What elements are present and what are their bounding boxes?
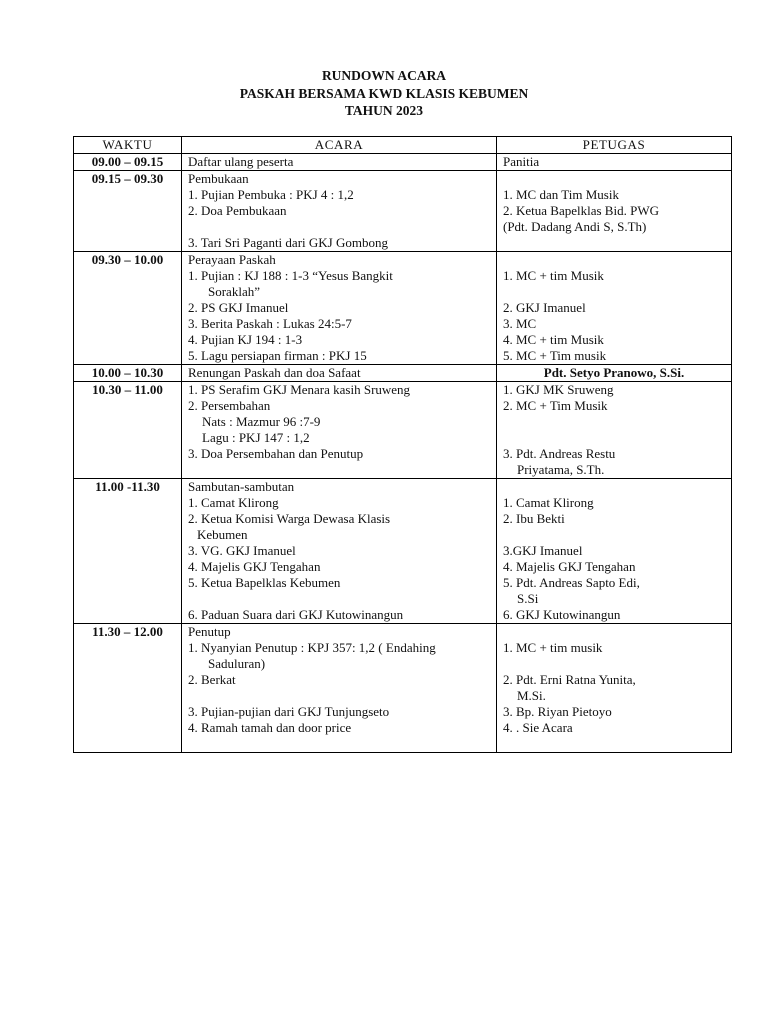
petugas-line: 4. Majelis GKJ Tengahan	[503, 559, 636, 574]
petugas-line: 4. MC + tim Musik	[503, 332, 604, 347]
petugas-line: 4. . Sie Acara	[503, 720, 573, 735]
petugas-cell	[497, 479, 732, 624]
rundown-table	[73, 136, 732, 753]
time-cell: 11.00 -11.30	[74, 479, 182, 624]
petugas-line: 2. MC + Tim Musik	[503, 398, 608, 413]
acara-cell	[182, 624, 497, 753]
acara-line: Penutup	[188, 624, 231, 639]
table-row	[74, 171, 732, 252]
acara-line: Perayaan Paskah	[188, 252, 276, 267]
acara-line: Saduluran)	[208, 656, 266, 671]
header-waktu: WAKTU	[74, 137, 182, 154]
header-acara: ACARA	[182, 137, 497, 154]
spacer	[503, 656, 725, 672]
acara-line: Pembukaan	[188, 171, 249, 186]
acara-line: 3. Berita Paskah : Lukas 24:5-7	[188, 316, 352, 331]
acara-line: Lagu : PKJ 147 : 1,2	[202, 430, 310, 445]
acara-line: 5. Ketua Bapelklas Kebumen	[188, 575, 341, 590]
petugas-line: 1. GKJ MK Sruweng	[503, 382, 614, 397]
time-cell: 10.00 – 10.30	[74, 365, 182, 382]
petugas-line: M.Si.	[517, 688, 546, 703]
petugas-line: 2. Ibu Bekti	[503, 511, 565, 526]
spacer	[503, 284, 725, 300]
spacer	[503, 171, 725, 187]
petugas-line: Panitia	[503, 154, 540, 169]
petugas-line: 1. MC + tim musik	[503, 640, 603, 655]
title-line-1: RUNDOWN ACARA	[321, 68, 447, 83]
acara-line: Sambutan-sambutan	[188, 479, 295, 494]
spacer	[503, 252, 725, 268]
petugas-line: 1. Camat Klirong	[503, 495, 594, 510]
acara-line: 3. Pujian-pujian dari GKJ Tunjungseto	[188, 704, 390, 719]
petugas-line: 3.GKJ Imanuel	[503, 543, 583, 558]
table-row	[74, 479, 732, 624]
time-cell: 09.00 – 09.15	[74, 154, 182, 171]
petugas-cell	[497, 171, 732, 252]
petugas-line: 1. MC + tim Musik	[503, 268, 604, 283]
petugas-line: Priyatama, S.Th.	[517, 462, 605, 477]
petugas-line: (Pdt. Dadang Andi S, S.Th)	[503, 219, 647, 234]
acara-line: 6. Paduan Suara dari GKJ Kutowinangun	[188, 607, 404, 622]
petugas-line: 3. MC	[503, 316, 537, 331]
spacer	[503, 527, 725, 543]
spacer	[188, 688, 490, 704]
acara-line: 1. Pujian Pembuka : PKJ 4 : 1,2	[188, 187, 354, 202]
spacer	[188, 591, 490, 607]
petugas-line: 2. Pdt. Erni Ratna Yunita,	[503, 672, 636, 687]
acara-line: Soraklah”	[208, 284, 260, 299]
petugas-line: Pdt. Setyo Pranowo, S.Si.	[543, 365, 685, 380]
acara-cell	[182, 154, 497, 171]
title-line-2: PASKAH BERSAMA KWD KLASIS KEBUMEN	[239, 85, 529, 101]
acara-line: 1. Nyanyian Penutup : KPJ 357: 1,2 ( Endahing	[188, 640, 436, 655]
petugas-cell	[497, 252, 732, 365]
acara-line: 2. Persembahan	[188, 398, 271, 413]
acara-line: 1. PS Serafim GKJ Menara kasih Sruweng	[188, 382, 411, 397]
acara-line: 1. Pujian : KJ 188 : 1-3 “Yesus Bangkit	[188, 268, 393, 283]
table-header-row	[74, 137, 732, 154]
time-cell: 09.30 – 10.00	[74, 252, 182, 365]
petugas-line: S.Si	[517, 591, 539, 606]
acara-cell	[182, 479, 497, 624]
table-row	[74, 252, 732, 365]
acara-line: 2. PS GKJ Imanuel	[188, 300, 289, 315]
petugas-cell	[497, 365, 732, 382]
petugas-cell	[497, 382, 732, 479]
table-row	[74, 624, 732, 753]
petugas-line: 2. GKJ Imanuel	[503, 300, 586, 315]
table-row	[74, 365, 732, 382]
acara-line: 4. Pujian KJ 194 : 1-3	[188, 332, 303, 347]
acara-line: 5. Lagu persiapan firman : PKJ 15	[188, 348, 367, 363]
petugas-cell	[497, 154, 732, 171]
petugas-cell	[497, 624, 732, 753]
time-cell: 10.30 – 11.00	[74, 382, 182, 479]
acara-line: 2. Ketua Komisi Warga Dewasa Klasis	[188, 511, 391, 526]
acara-cell	[182, 365, 497, 382]
acara-line: Daftar ulang peserta	[188, 154, 294, 169]
acara-line: Renungan Paskah dan doa Safaat	[188, 365, 361, 380]
document-title	[0, 67, 768, 120]
title-line-3: TAHUN 2023	[344, 103, 424, 118]
acara-line: Kebumen	[197, 527, 248, 542]
petugas-line: 1. MC dan Tim Musik	[503, 187, 619, 202]
table-row	[74, 154, 732, 171]
table-row	[74, 382, 732, 479]
spacer	[503, 624, 725, 640]
acara-cell	[182, 382, 497, 479]
acara-line: 3. Tari Sri Paganti dari GKJ Gombong	[188, 235, 388, 250]
acara-line: 4. Ramah tamah dan door price	[188, 720, 352, 735]
petugas-line: 2. Ketua Bapelklas Bid. PWG	[503, 203, 659, 218]
acara-line: 3. VG. GKJ Imanuel	[188, 543, 296, 558]
acara-line: 1. Camat Klirong	[188, 495, 279, 510]
petugas-line: 3. Pdt. Andreas Restu	[503, 446, 616, 461]
acara-line: 3. Doa Persembahan dan Penutup	[188, 446, 364, 461]
acara-line: 2. Berkat	[188, 672, 236, 687]
header-petugas: PETUGAS	[497, 137, 732, 154]
acara-cell	[182, 171, 497, 252]
acara-line: Nats : Mazmur 96 :7-9	[202, 414, 321, 429]
spacer	[503, 479, 725, 495]
time-cell: 11.30 – 12.00	[74, 624, 182, 753]
acara-line: 2. Doa Pembukaan	[188, 203, 287, 218]
acara-cell	[182, 252, 497, 365]
spacer	[188, 219, 490, 235]
spacer	[188, 736, 490, 752]
spacer	[188, 462, 490, 478]
petugas-line: 5. Pdt. Andreas Sapto Edi,	[503, 575, 640, 590]
spacer	[503, 414, 725, 430]
petugas-line: 6. GKJ Kutowinangun	[503, 607, 621, 622]
time-cell: 09.15 – 09.30	[74, 171, 182, 252]
petugas-line: 3. Bp. Riyan Pietoyo	[503, 704, 612, 719]
acara-line: 4. Majelis GKJ Tengahan	[188, 559, 321, 574]
spacer	[503, 430, 725, 446]
petugas-line: 5. MC + Tim musik	[503, 348, 607, 363]
